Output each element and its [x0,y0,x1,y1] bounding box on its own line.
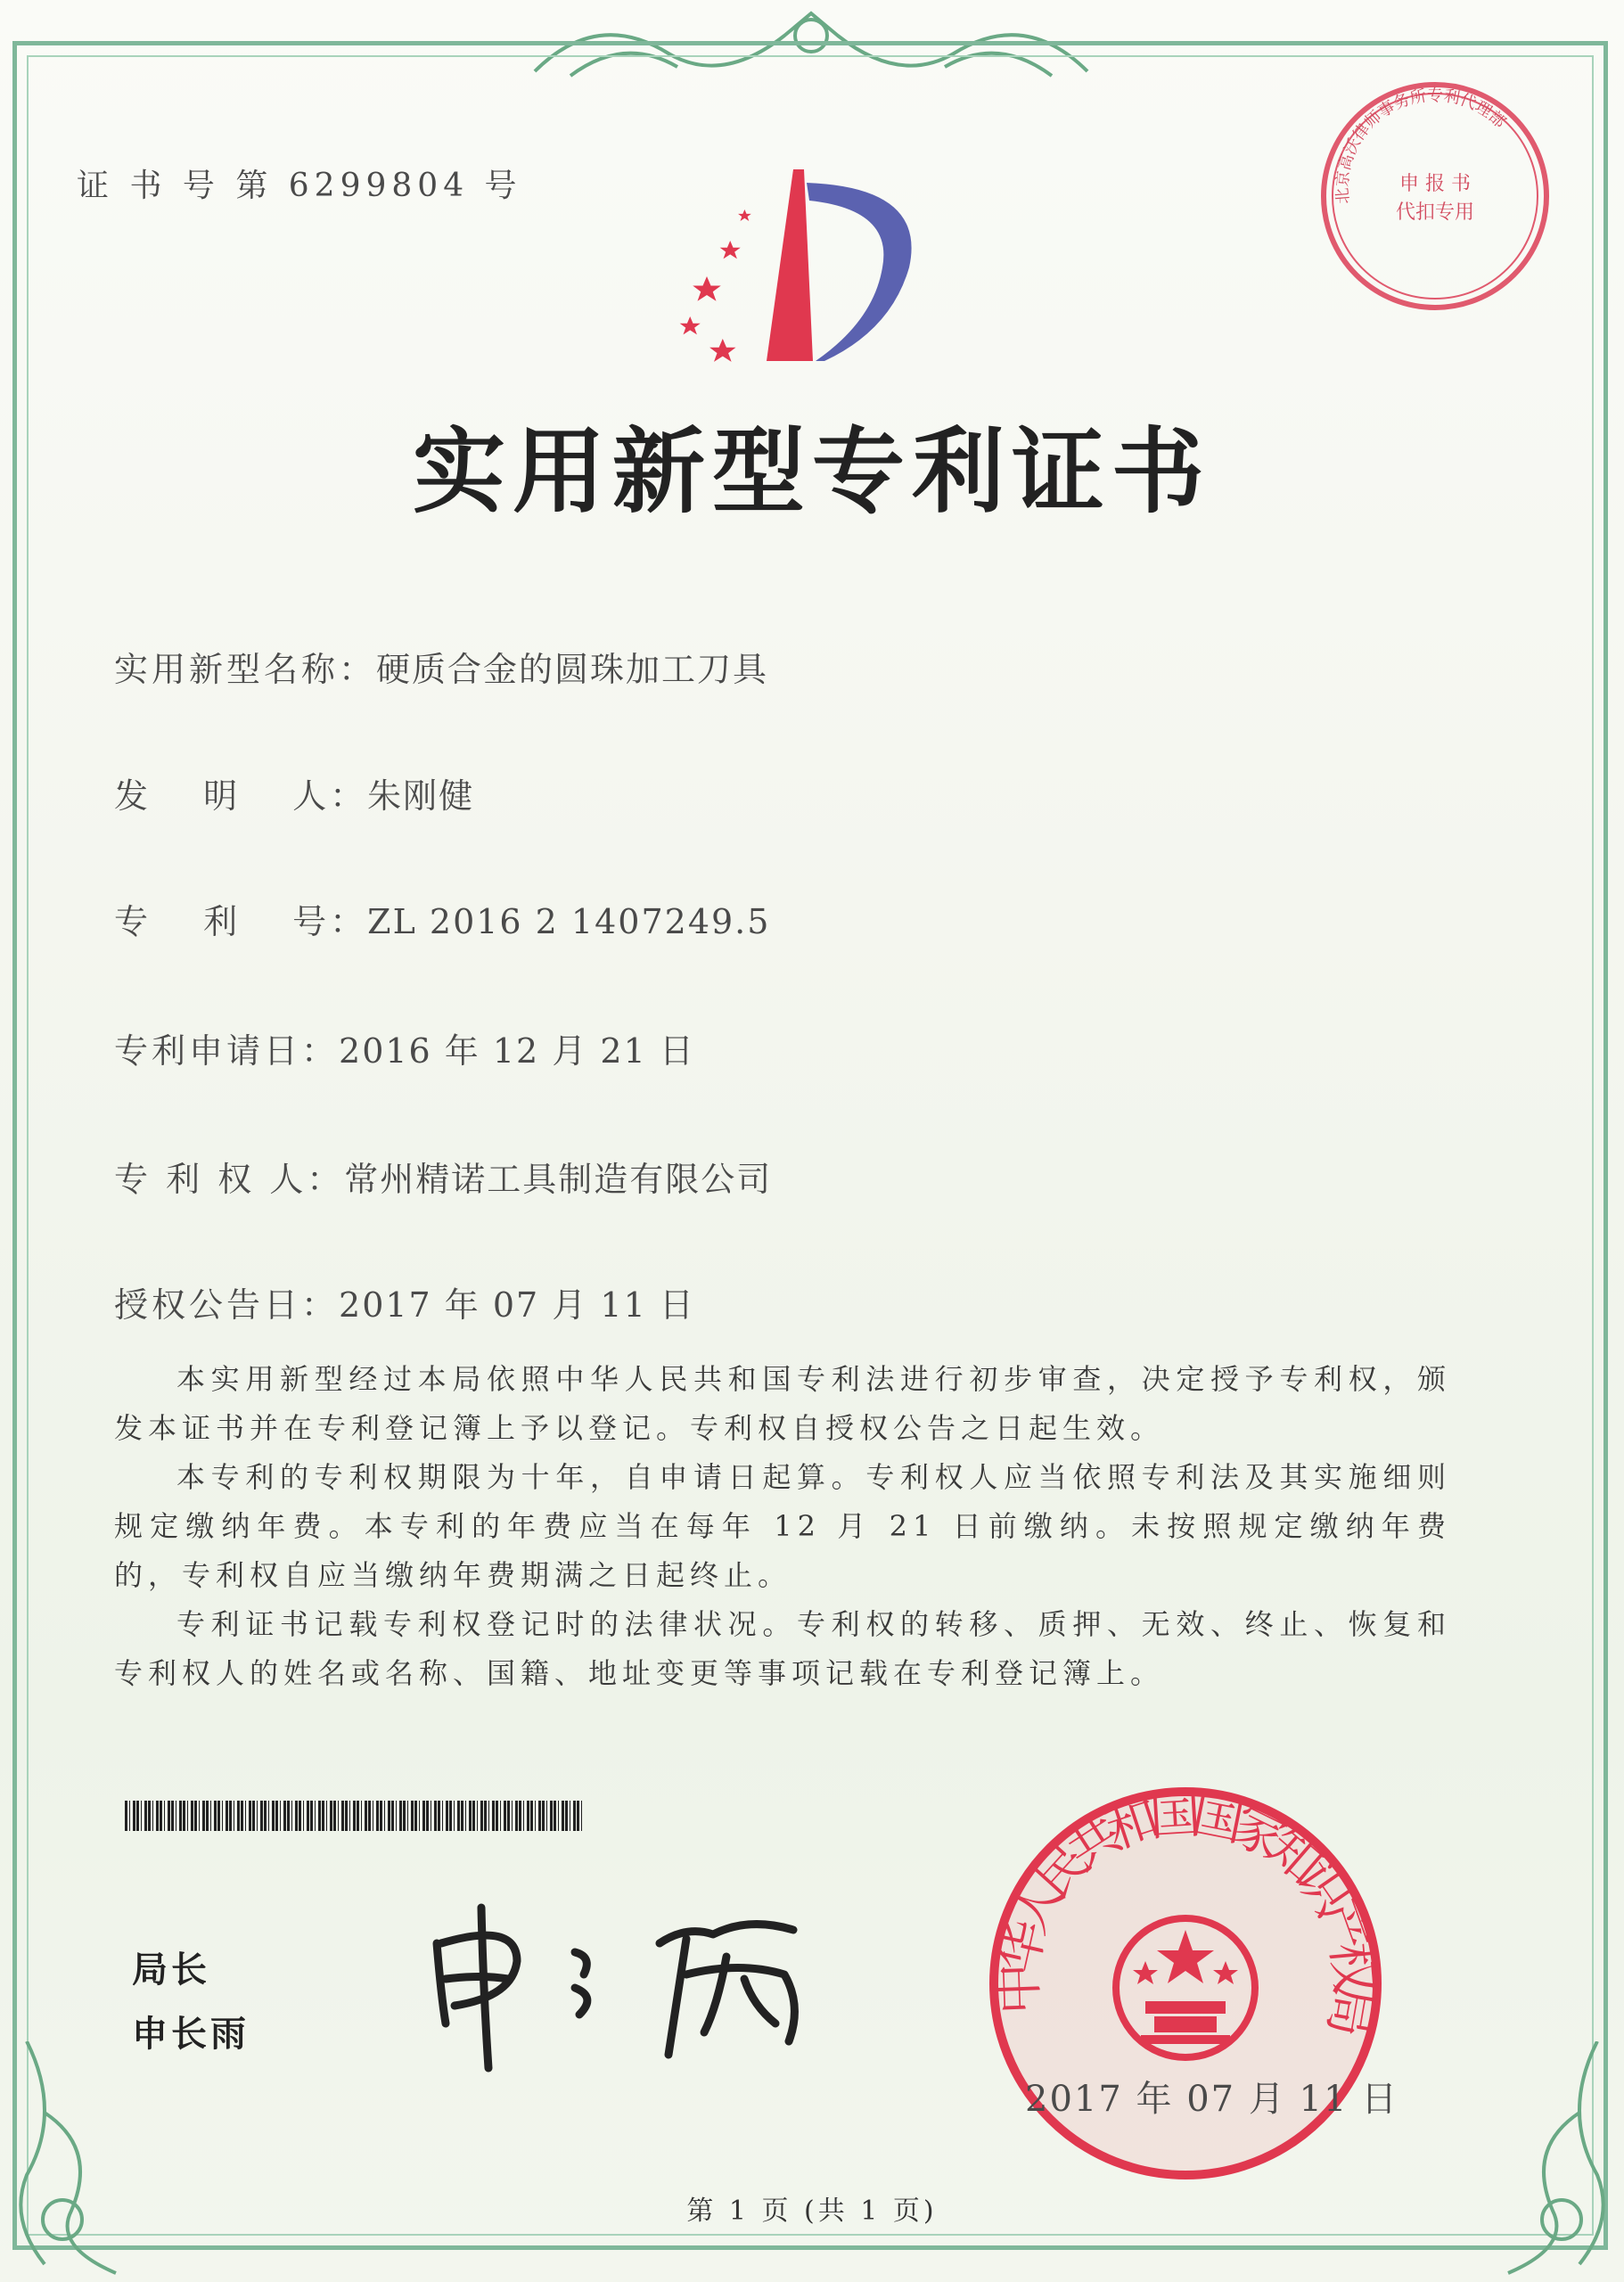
field-value: 朱刚健 [367,776,475,816]
body-paragraph: 本实用新型经过本局依照中华人民共和国专利法进行初步审查，决定授予专利权，颁发本证书并在专利登记簿上予以登记。专利权自授权公告之日起生效。 [114,1362,1451,1445]
svg-text:代扣专用: 代扣专用 [1395,201,1475,224]
director-title: 局长 [132,1950,210,1991]
field-label: 实用新型名称： [114,650,377,689]
body-paragraph: 本专利的专利权期限为十年，自申请日起算。专利权人应当依照专利法及其实施细则规定缴纳年费。本专利的年费应当在每年 12 月 21 日前缴纳。未按照规定缴纳年费的，专利权自应当缴纳年费期满之日起终止。 [114,1460,1451,1592]
svg-text:申 报 书: 申 报 书 [1399,173,1471,195]
bottom-left-ornament [9,2041,169,2282]
field-label: 专 利 权 人： [114,1160,345,1199]
body-paragraph: 专利证书记载专利权登记时的法律状况。专利权的转移、质押、无效、终止、恢复和专利权人的姓名或名称、国籍、地址变更等事项记载在专利登记簿上。 [114,1607,1451,1690]
bottom-right-ornament [1455,2041,1615,2282]
director-name: 申长雨 [132,2014,250,2055]
field-value: ZL 2016 2 1407249.5 [367,902,771,941]
field-label: 授权公告日： [114,1285,340,1325]
field-label: 发 明 人： [114,776,368,816]
field-patent-number [114,894,770,943]
patent-office-logo [660,160,954,374]
certificate-body [114,1355,1451,1698]
field-filing-date [114,1023,695,1072]
field-value: 2016 年 12 月 21 日 [339,1031,695,1071]
seal-date: 2017 年 07 月 11 日 [1025,2079,1399,2120]
field-label: 专 利 号： [114,902,368,941]
field-grant-date [114,1277,695,1326]
field-inventor [114,768,474,817]
handwritten-signature [419,1890,829,2077]
official-seal [985,1783,1386,2184]
field-utility-model-name [114,642,768,691]
field-value: 硬质合金的圆珠加工刀具 [376,650,769,689]
field-value: 常州精诺工具制造有限公司 [344,1160,773,1199]
field-value: 2017 年 07 月 11 日 [339,1285,695,1325]
certificate-title: 实用新型专利证书 [412,417,1211,526]
certificate-number: 证 书 号 第 6299804 号 [77,168,522,204]
agency-stamp-text: 北京高沃律师事务所专利代理部 [1333,86,1510,205]
seal-text: 中华人民共和国国家知识产权局 [987,1783,1385,2042]
page-footer: 第 1 页 (共 1 页) [686,2196,938,2227]
field-patentee [114,1152,772,1201]
field-label: 专利申请日： [114,1031,340,1071]
barcode [125,1801,584,1831]
agency-stamp [1315,76,1555,316]
